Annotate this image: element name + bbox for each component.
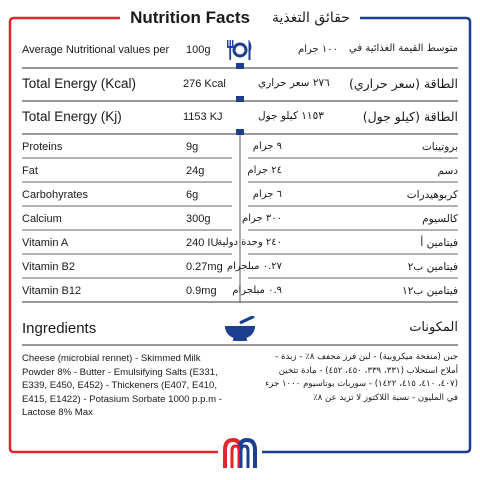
nutrient-label-arabic: فيتامين ب١٢	[402, 285, 458, 297]
nutrient-value: 0.9mg	[186, 285, 217, 297]
nutrient-value-arabic: ٣٠٠ جرام	[242, 213, 282, 224]
energy-kj-value-arabic: ١١٥٣ كيلو جول	[258, 110, 324, 122]
energy-kj-label-arabic: الطاقة (كيلو جول)	[362, 109, 458, 124]
mortar-pestle-icon	[222, 316, 258, 342]
average-label: Average Nutritional values per	[22, 44, 170, 56]
nutrient-value-arabic: ٢٤ جرام	[247, 165, 282, 176]
nutrient-label: Vitamin A	[22, 237, 69, 249]
energy-kcal-value: 276 Kcal	[183, 78, 226, 90]
ingredients-title-arabic: المكونات	[409, 320, 458, 335]
title-bar	[120, 6, 360, 30]
nutrient-value-arabic: ٩ جرام	[252, 141, 282, 152]
ingredients-title: Ingredients	[22, 320, 97, 337]
average-value-arabic: ١٠٠ جرام	[298, 44, 338, 55]
energy-kcal-label: Total Energy (Kcal)	[22, 76, 137, 91]
nutrient-label: Vitamin B2	[22, 261, 75, 273]
nutrient-label: Vitamin B12	[22, 285, 82, 297]
nutrient-value: 9g	[186, 141, 199, 153]
nutrient-value: 300g	[186, 213, 211, 225]
energy-kj-label: Total Energy (Kj)	[22, 109, 122, 124]
energy-kj-value: 1153 KJ	[183, 111, 223, 123]
nutrient-value: 24g	[186, 165, 205, 177]
nutrient-label-arabic: كربوهيدرات	[406, 189, 458, 201]
nutrient-label: Calcium	[22, 213, 62, 225]
energy-kcal-label-arabic: الطاقة (سعر حراري)	[348, 76, 458, 91]
separator-marks	[236, 63, 244, 135]
brand-logo-icon	[220, 436, 260, 470]
energy-kcal-value-arabic: ٢٧٦ سعر حراري	[258, 77, 330, 89]
average-label-arabic: متوسط القيمة الغذائية في	[349, 43, 458, 54]
page-title-arabic: حقائق التغذية	[272, 10, 350, 26]
nutrient-label-arabic: دسم	[437, 165, 458, 177]
nutrient-label-arabic: فيتامين أ	[420, 237, 458, 249]
nutrient-label-arabic: كالسيوم	[422, 213, 458, 225]
ingredients-text: Cheese (microbial rennet) - Skimmed Milk Powder 8% - Butter - Emulsifying Salts (E331, E339, E450, E452) - Thickeners (E407, E410, E415, E1422) - Potasium Sorbate 1000 p.p.m - Lactose 8% Max	[22, 353, 222, 419]
nutrient-value: 0.27mg	[186, 261, 223, 273]
nutrient-value-arabic: ٠.٩ مبلجرام	[232, 285, 282, 296]
nutrient-value-arabic: ٦ جرام	[252, 189, 282, 200]
nutrient-label-arabic: فيتامين ب٢	[407, 261, 458, 273]
nutrient-label: Proteins	[22, 141, 63, 153]
average-value: 100g	[186, 44, 211, 56]
nutrient-label: Fat	[22, 165, 38, 177]
nutrient-label-arabic: بروتينات	[421, 141, 458, 153]
fork-plate-knife-icon	[224, 38, 256, 62]
nutrient-value: 240 IU	[186, 237, 219, 249]
nutrient-value-arabic: ٢٤٠ وحدة دولية	[217, 237, 282, 248]
nutrient-value: 6g	[186, 189, 199, 201]
ingredients-text-arabic: جبن (منفحة ميكروبية) - لبن فرز مجفف ٨٪ - زبدة - أملاح استحلاب (٣٣١، ٣٣٩، ٤٥٠، ٤٥٢) - مادة تثخين (٤٠٧، ٤١٠، ٤١٥، ١٤٢٢) - سوربات بوتاسيوم ١٠٠٠ جزء في المليون - نسبة اللاكتوز لا تزيد عن ٨٪	[265, 352, 458, 403]
page-title: Nutrition Facts	[130, 8, 251, 27]
nutrient-label: Carbohyrates	[22, 189, 89, 201]
nutrient-value-arabic: ٠.٢٧ مبلجرام	[226, 261, 282, 272]
